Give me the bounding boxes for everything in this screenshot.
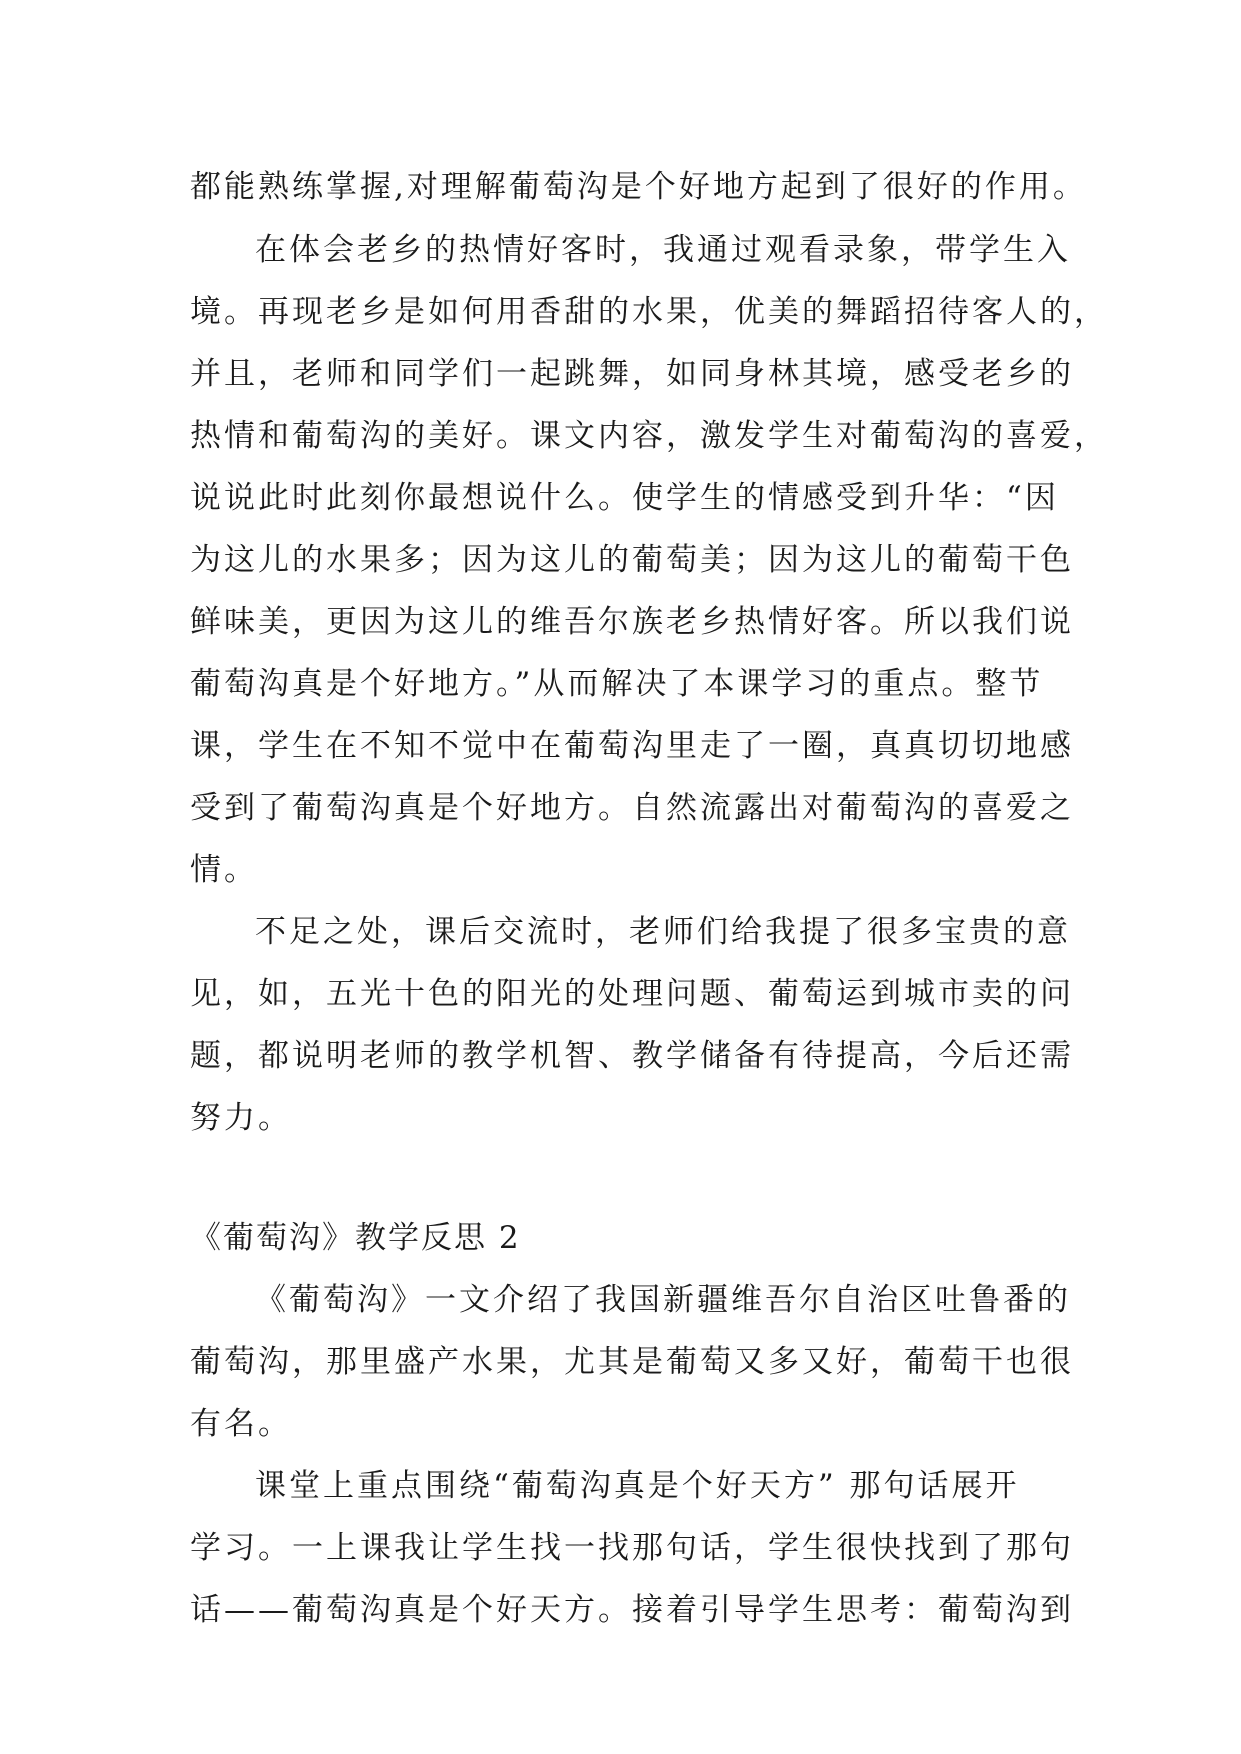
section-heading: 《葡萄沟》教学反思 2 [190,1220,521,1256]
paragraph-line: 题，都说明老师的教学机智、教学储备有待提高，今后还需 [190,1038,1074,1074]
paragraph-line: 受到了葡萄沟真是个好地方。自然流露出对葡萄沟的喜爱之 [190,790,1074,826]
paragraph-line: 课，学生在不知不觉中在葡萄沟里走了一圈，真真切切地感 [190,728,1074,764]
paragraph-line: 情。 [190,852,258,888]
paragraph-line: 境。再现老乡是如何用香甜的水果，优美的舞蹈招待客人的， [190,294,1108,330]
paragraph-line: 学习。一上课我让学生找一找那句话，学生很快找到了那句 [190,1530,1074,1566]
paragraph-line: 课堂上重点围绕“葡萄沟真是个好天方” 那句话展开 [255,1468,1020,1504]
paragraph-line: 话——葡萄沟真是个好天方。接着引导学生思考：葡萄沟到 [190,1592,1074,1628]
paragraph-line: 为这儿的水果多；因为这儿的葡萄美；因为这儿的葡萄干色 [190,542,1074,578]
paragraph-line: 说说此时此刻你最想说什么。使学生的情感受到升华：“因 [190,480,1059,516]
paragraph-line: 见，如，五光十色的阳光的处理问题、葡萄运到城市卖的问 [190,976,1074,1012]
paragraph-line: 热情和葡萄沟的美好。课文内容，激发学生对葡萄沟的喜爱， [190,418,1108,454]
paragraph-line: 都能熟练掌握,对理解葡萄沟是个好地方起到了很好的作用。 [190,169,1087,205]
paragraph-line: 努力。 [190,1100,292,1136]
paragraph-line: 有名。 [190,1406,292,1442]
paragraph-line: 并且，老师和同学们一起跳舞，如同身林其境，感受老乡的 [190,356,1074,392]
paragraph-line: 鲜味美，更因为这儿的维吾尔族老乡热情好客。所以我们说 [190,604,1074,640]
paragraph-line: 葡萄沟真是个好地方。”从而解决了本课学习的重点。整节 [190,666,1044,702]
paragraph-line: 在体会老乡的热情好客时，我通过观看录象，带学生入 [255,232,1071,268]
paragraph-line: 葡萄沟，那里盛产水果，尤其是葡萄又多又好，葡萄干也很 [190,1344,1074,1380]
paragraph-line: 《葡萄沟》一文介绍了我国新疆维吾尔自治区吐鲁番的 [255,1282,1071,1318]
paragraph-line: 不足之处，课后交流时，老师们给我提了很多宝贵的意 [255,914,1071,950]
